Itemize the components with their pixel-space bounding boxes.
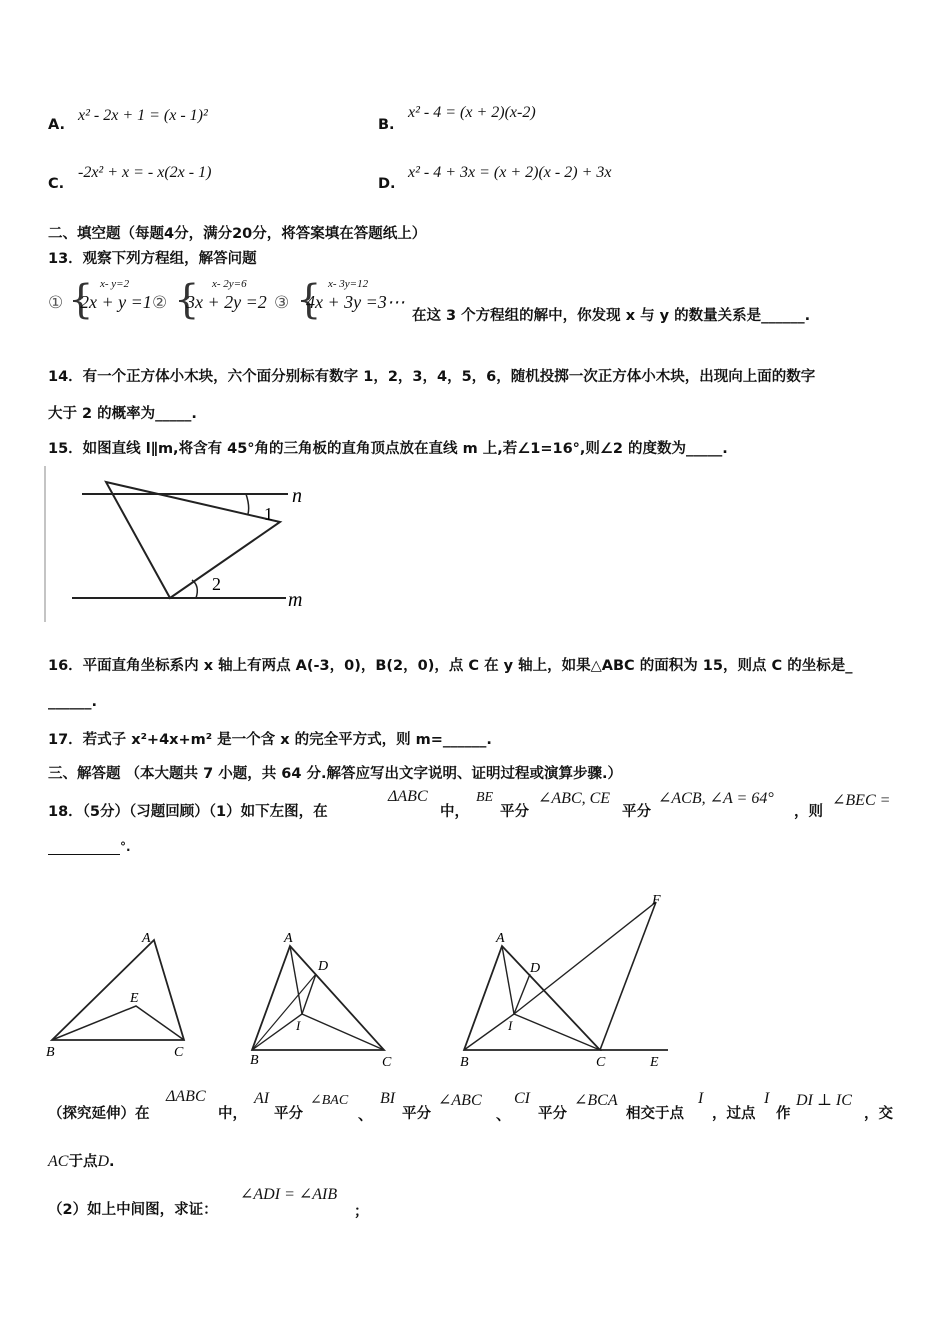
q18-part2-line: [48, 1180, 648, 1220]
q18-yudian: 于点: [68, 1154, 98, 1170]
fig3-label-a: A: [496, 931, 505, 946]
q13-sys3-top: x- 3y=12: [328, 278, 369, 290]
fig1-triangle: [52, 940, 184, 1040]
figure-3: [460, 893, 668, 1070]
q18-i1: I: [698, 1090, 704, 1107]
q18-di-ic: DI ⊥ IC: [796, 1092, 852, 1109]
q14-line1: 14．有一个正方体小木块，六个面分别标有数字 1，2，3，4，5，6，随机投掷一次正方体小木块，出现向上面的数字: [48, 369, 816, 385]
fig2-ci: [302, 1014, 384, 1050]
fig2-di: [302, 974, 316, 1014]
q18-zhong: 中，: [440, 804, 469, 820]
fig1-label-e: E: [130, 991, 139, 1006]
fig3-label-c: C: [596, 1055, 606, 1070]
fig3-label-e: E: [650, 1055, 659, 1070]
q14-line2: 大于 2 的概率为_____.: [48, 406, 197, 422]
q18-bac: ∠BAC: [310, 1093, 349, 1108]
q13-sys2-top: x- 2y=6: [212, 278, 247, 290]
section-2-heading: 二、填空题（每题4分，满分20分，将答案填在答题纸上）: [48, 226, 427, 242]
q13-sys3-bottom: 4x + 3y =3⋯: [306, 292, 405, 312]
option-b-label: B.: [378, 117, 395, 133]
q18-bca: ∠BCA: [574, 1092, 618, 1109]
q18-pf-c: 平分: [538, 1106, 567, 1122]
q18-tri: ΔABC: [388, 788, 428, 805]
q18-jiao: ，交: [864, 1106, 893, 1122]
q18-part2: （2）如上中间图，求证：: [48, 1202, 218, 1218]
q13-sys1-bottom: 2x + y =1: [80, 292, 152, 312]
fig2-label-d: D: [318, 959, 329, 974]
fig1-label-c: C: [174, 1045, 184, 1060]
q18-ci: CI: [514, 1090, 530, 1107]
q15-stem: 15．如图直线 l∥m,将含有 45°角的三角板的直角顶点放在直线 m 上,若∠1=16°,则∠2 的度数为_____.: [48, 441, 728, 457]
option-d-expr: x² - 4 + 3x = (x + 2)(x - 2) + 3x: [408, 164, 612, 181]
q15-figure: [40, 462, 330, 626]
fig3-label-f: F: [652, 893, 661, 908]
q18-d: D: [97, 1153, 110, 1170]
q18-explore-line: [48, 1086, 948, 1126]
section-3-heading: 三、解答题 （本大题共 7 小题，共 64 分.解答应写出文字说明、证明过程或演算步骤.）: [48, 766, 623, 782]
q18-then: ，则: [794, 804, 823, 820]
q13-sys1-top: x- y=2: [100, 278, 130, 290]
q16-line2: ______.: [48, 694, 98, 710]
q18-dun1: 、: [358, 1108, 373, 1124]
brace-icon: {: [174, 277, 200, 323]
q18-bi: BI: [380, 1090, 396, 1107]
fig3-ci: [514, 1014, 600, 1050]
fig3-label-d: D: [530, 961, 541, 976]
q18-bec: ∠BEC =: [832, 792, 891, 809]
fig1-label-b: B: [46, 1045, 55, 1060]
label-2: 2: [212, 574, 221, 594]
q18-i2: I: [764, 1090, 770, 1107]
q16-line1: 16．平面直角坐标系内 x 轴上有两点 A(-3，0)，B(2，0)，点 C 在 y 轴上，如果△ABC 的面积为 15，则点 C 的坐标是_: [48, 658, 853, 674]
q18-explore-prefix: （探究延伸）在: [48, 1106, 150, 1122]
fig2-label-i: I: [296, 1018, 301, 1033]
option-a-label: A.: [48, 117, 65, 133]
fig2-bd: [252, 974, 316, 1050]
label-1: 1: [264, 504, 273, 524]
q18-ac-line: [48, 1150, 115, 1171]
option-d-label: D.: [378, 176, 396, 192]
q13-tail: 在这 3 个方程组的解中，你发现 x 与 y 的数量关系是______.: [412, 308, 811, 324]
option-c-expr: -2x² + x = - x(2x - 1): [78, 164, 212, 181]
q18-proof: ∠ADI = ∠AIB: [240, 1186, 338, 1203]
q18-angles2: ∠ACB, ∠A = 64°: [658, 790, 774, 807]
figure-2: [250, 931, 392, 1070]
fig2-label-a: A: [284, 931, 293, 946]
q18-explore-tri: ΔABC: [166, 1088, 206, 1105]
option-c-label: C.: [48, 176, 65, 192]
label-m: m: [288, 589, 303, 611]
brace-icon: {: [296, 277, 322, 323]
q18-ai: AI: [254, 1090, 270, 1107]
fig2-label-c: C: [382, 1055, 392, 1070]
q18-pingfen2: 平分: [622, 804, 651, 820]
q18-semi: ；: [354, 1204, 369, 1220]
q18-xiangjiao: 相交于点: [626, 1106, 684, 1122]
q18-pf-a: 平分: [274, 1106, 303, 1122]
brace-icon: {: [68, 277, 94, 323]
q13-systems: [48, 274, 948, 326]
q18-be: BE: [476, 790, 494, 805]
q18-dun2: 、: [496, 1108, 511, 1124]
q18-angles1: ∠ABC, CE: [538, 790, 611, 807]
fig1-bisectors: [52, 1006, 184, 1040]
q18-figures: [40, 890, 680, 1075]
q18-pf-b: 平分: [402, 1106, 431, 1122]
fig1-label-a: A: [142, 931, 151, 946]
q18-guo: ，过点: [712, 1106, 756, 1122]
q13-sys1-num: ①: [48, 293, 64, 313]
label-n: n: [292, 485, 302, 507]
figure-1: [46, 931, 184, 1060]
q18-ac: AC: [48, 1153, 69, 1170]
q17-text: 17．若式子 x²+4x+m² 是一个含 x 的完全平方式，则 m=______.: [48, 732, 492, 748]
fig3-label-b: B: [460, 1055, 469, 1070]
angle-1-arc: [246, 494, 249, 514]
q18-period: .: [109, 1154, 115, 1170]
q18-pingfen1: 平分: [500, 804, 529, 820]
q18-degree: °.: [120, 840, 131, 854]
option-a-expr: x² - 2x + 1 = (x - 1)²: [78, 107, 208, 124]
option-b-expr: x² - 4 = (x + 2)(x-2): [408, 104, 536, 121]
q18-prefix: 18．（5分）（习题回顾）（1）如下左图，在: [48, 804, 328, 820]
q18-explore-zhong: 中，: [218, 1106, 247, 1122]
answer-blank[interactable]: [48, 842, 120, 855]
q18-line1: [48, 784, 948, 824]
fig2-label-b: B: [250, 1053, 259, 1068]
fig3-label-i: I: [508, 1018, 513, 1033]
q13-sys2-bottom: 3x + 2y =2: [186, 292, 267, 312]
q18-answer-line: [48, 840, 131, 859]
q13-sys2-num: ②: [152, 293, 168, 313]
q18-abc: ∠ABC: [438, 1092, 482, 1109]
q13-sys3-num: ③: [274, 293, 290, 313]
q18-zuo: 作: [776, 1106, 791, 1122]
q13-stem: 13．观察下列方程组，解答问题: [48, 251, 257, 267]
